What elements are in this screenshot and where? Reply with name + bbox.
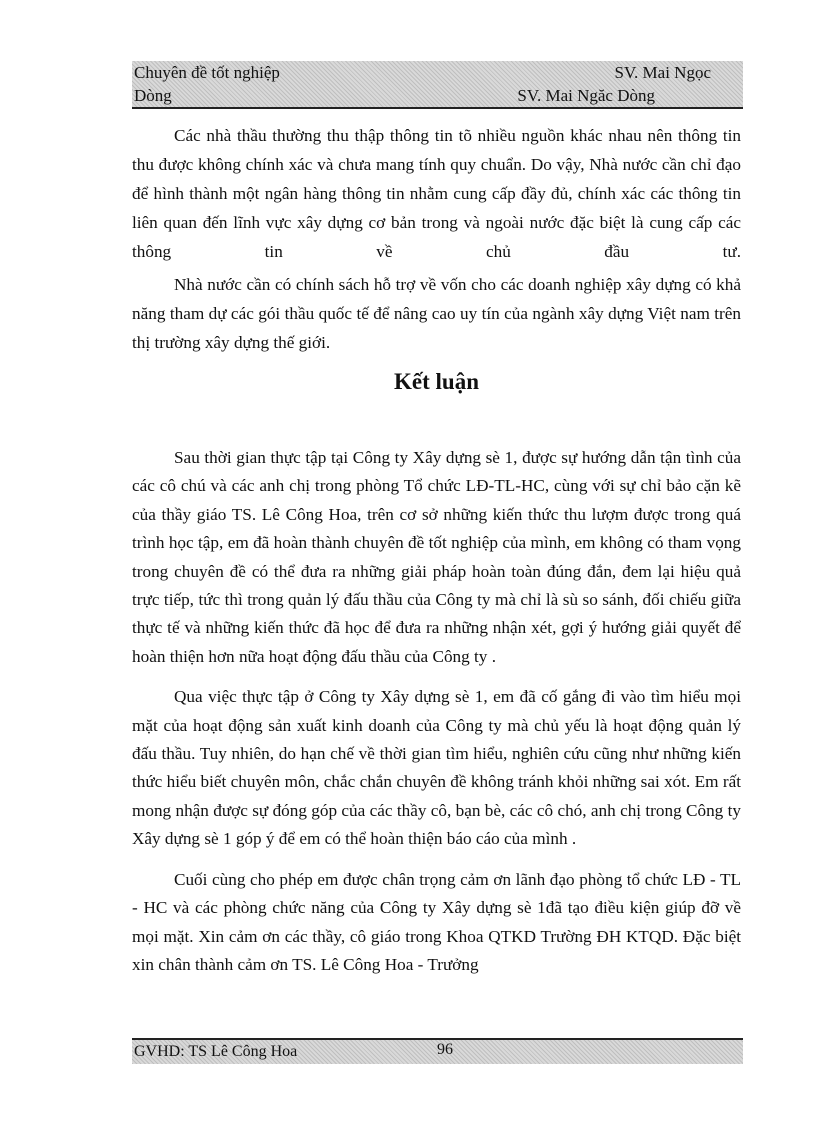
- page-header: [132, 61, 743, 109]
- conclusion-paragraph: Sau thời gian thực tập tại Công ty Xây dựng sè 1, được sự hướng dẫn tận tình của các cô chú và các anh chị trong phòng Tổ chức LĐ-TL-HC, cùng với sự chỉ bảo cặn kẽ của thầy giáo TS. Lê Công Hoa, trên cơ sở những kiến thức thu lượm được trong quá trình học tập, em đã hoàn thành chuyên đề tốt nghiệp của mình, em không có tham vọng trong chuyên đề có thể đưa ra những giải pháp hoàn toàn đúng đắn, đem lại hiệu quả trực tiếp, tức thì trong quản lý đấu thầu của Công ty mà chỉ là sù so sánh, đối chiếu giữa thực tế và những kiến thức đã học để đưa ra những nhận xét, gợi ý hướng giải quyết để hoàn thiện hơn nữa hoạt động đấu thầu của Công ty .: [132, 448, 741, 666]
- conclusion-paragraph: Qua việc thực tập ở Công ty Xây dựng sè 1, em đã cố gắng đi vào tìm hiểu mọi mặt của hoạt động sản xuất kinh doanh của Công ty mà chủ yếu là hoạt động quản lý đấu thầu. Tuy nhiên, do hạn chế về thời gian tìm hiểu, nghiên cứu cũng như những kiến thức hiểu biết chuyên môn, chắc chắn chuyên đề không tránh khỏi những sai xót. Em rất mong nhận được sự đóng góp của các thầy cô, bạn bè, các cô chó, anh chị trong Công ty Xây dựng sè 1 góp ý để em có thể hoàn thiện báo cáo của mình .: [132, 687, 741, 849]
- page-footer: [132, 1038, 743, 1064]
- intro-paragraph: Các nhà thầu thường thu thập thông tin tõ nhiều nguồn khác nhau nên thông tin thu được không chính xác và chưa mang tính quy chuẩn. Do vậy, Nhà nước cần chỉ đạo để hình thành một ngân hàng thông tin nhằm cung cấp đầy đủ, chính xác các thông tin liên quan đến lĩnh vực xây dựng cơ bản trong và ngoài nước đặc biệt là cung cấp các thông tin về chủ đầu tư.: [132, 126, 741, 261]
- header-student-name-2: SV. Mai Ngăc Dòng: [517, 86, 655, 105]
- intro-paragraph: Nhà nước cần có chính sách hỗ trợ về vốn cho các doanh nghiệp xây dựng có khả năng tham dự các gói thầu quốc tế để nâng cao uy tín của ngành xây dựng Việt nam trên thị trường xây dựng thế giới.: [132, 275, 741, 352]
- header-student-name: SV. Mai Ngọc: [614, 63, 711, 82]
- page-number: 96: [437, 1041, 453, 1058]
- section-title: Kết luận: [394, 369, 479, 394]
- header-doc-title-cont: Dòng: [134, 86, 172, 105]
- page-body: [132, 121, 741, 979]
- header-line-1: [132, 61, 743, 84]
- footer-advisor: GVHD: TS Lê Công Hoa: [134, 1043, 298, 1060]
- conclusion-paragraph: Cuối cùng cho phép em được chân trọng cảm ơn lãnh đạo phòng tổ chức LĐ - TL - HC và các phòng chức năng của Công ty Xây dựng sè 1đã tạo điều kiện giúp đỡ về mọi mặt. Xin cảm ơn các thầy, cô giáo trong Khoa QTKD Trường ĐH KTQD. Đặc biệt xin chân thành cảm ơn TS. Lê Công Hoa - Trưởng: [132, 869, 741, 974]
- header-line-2: [132, 84, 743, 107]
- header-doc-title: Chuyên đề tốt nghiệp: [134, 63, 280, 82]
